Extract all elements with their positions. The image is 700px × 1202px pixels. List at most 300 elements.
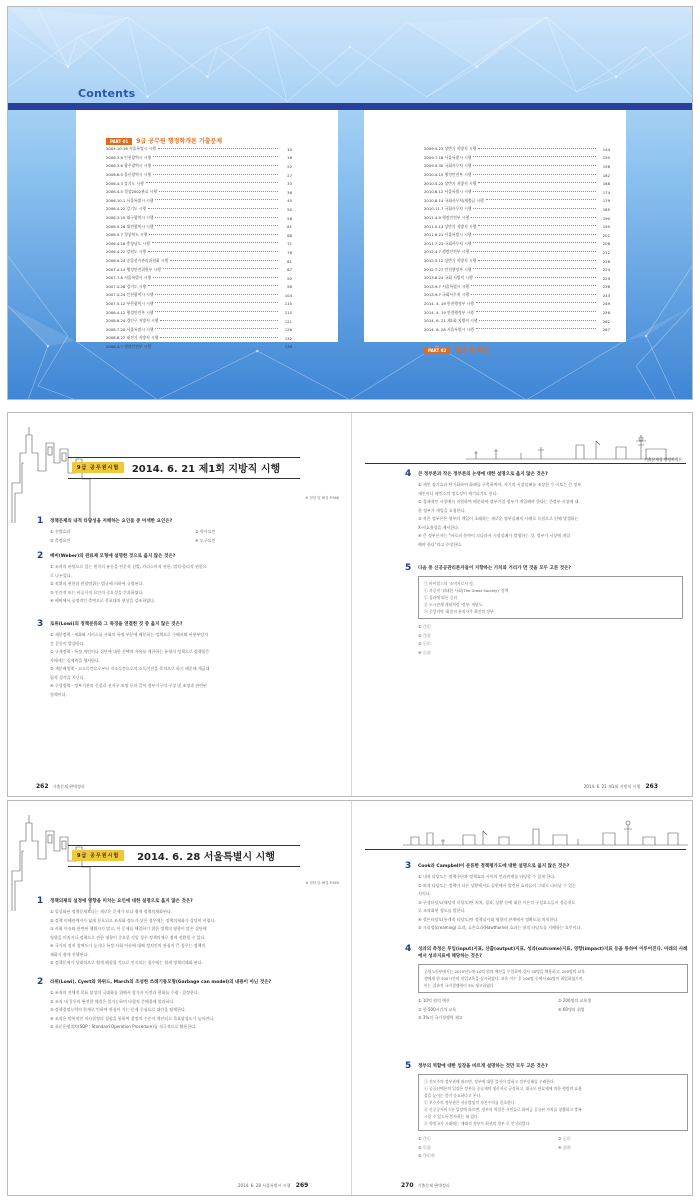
toc-entry[interactable] [106, 283, 292, 292]
answer-option[interactable]: ① 케인 장기효과 단기화하여 화폐를 구축하여야, 자기의 시장실패를 조장한 수 이보는 큰 정부 [418, 482, 582, 487]
toc-entry-label: 2013.8.24 국회 지방직 시행 [424, 275, 473, 281]
exam-spread-0628 [7, 800, 693, 1196]
answer-option[interactable]: 간 갈등이 발생한다. [50, 640, 85, 646]
toc-entry-label: 2008.4.12 행정안전부 시행 [106, 309, 154, 315]
toc-leader-dots [148, 285, 278, 286]
toc-entry-label: 2010.6.12 서울특별시 시행 [424, 189, 472, 195]
part2-tag: PART 02 [424, 347, 450, 354]
toc-entry[interactable] [424, 308, 610, 317]
toc-entry-label: 2007.7.8 서울특별시 시행 [106, 275, 151, 281]
toc-entry[interactable] [424, 171, 610, 180]
toc-leader-dots [153, 345, 278, 346]
page-number: 262 [36, 783, 49, 790]
toc-leader-dots [153, 165, 278, 166]
toc-entry[interactable] [106, 274, 292, 283]
toc-leader-dots [473, 234, 596, 235]
contents-heading: Contents [78, 87, 136, 100]
page-gutter [351, 413, 352, 796]
toc-entry[interactable] [424, 214, 610, 223]
answer-options [50, 528, 330, 545]
answer-option[interactable]: ② 직위의 권한과 관할범위는 법규에 의하여 규정된다. [50, 581, 144, 586]
passage-line: ㉡ 자공적 '위대한 사회(The Great Society)' 정책 [424, 588, 509, 593]
toc-entry-label: 2011.6.21 서울특별시 시행 [424, 232, 472, 238]
answer-option[interactable]: ⑤ 정책문제가 상대적으로 쉽게 해결될 것으로 인식되는 경우에는 쉽게 정책의제화 된다. [50, 960, 203, 965]
toc-entry-label: 2006.3.10 대구광역시 시행 [106, 215, 154, 221]
toc-entry[interactable] [106, 231, 292, 240]
footer-left [36, 783, 85, 790]
answer-option[interactable]: 로 나누었다. [50, 572, 72, 578]
answer-option[interactable]: ⑤ 크리밍(creaming) 효과, 호손효과(Hawthorne) 효과는 내적 타당도를 저해하는 요인이다. [418, 925, 582, 930]
toc-entry-label: 2007.4.24 인천광역시 시행 [106, 292, 154, 298]
exam-title-bar [68, 845, 300, 867]
question-passage-box [418, 576, 683, 619]
toc-entry-label: 2006.4.5 경상2002관료 시행 [106, 189, 157, 195]
answer-options [50, 908, 338, 968]
passage-line: ㉡ 공공선택론의 입장은 정부를 공공재의 생산자로 규정하고, 대규모 관료제에 의한 행정의 효율 [424, 1086, 582, 1091]
toc-entry[interactable] [106, 257, 292, 266]
toc-entry-page: 206 [602, 241, 610, 247]
toc-entry[interactable] [424, 179, 610, 188]
answer-option[interactable]: ① 조직의 전체적 목표 달성의 극대화를 위해서 참가자 이견과 편화를 수렴 · 결정한다. [50, 990, 199, 995]
passage-line: 성을 높이는 것이 중요하다고 본다. [424, 1093, 482, 1098]
toc-entry-page: 16 [287, 155, 292, 161]
toc-entry-label: 2008.4.7 행정안전부 시행 [106, 343, 151, 349]
toc-entry-page: 144 [602, 146, 610, 152]
toc-entry[interactable] [424, 291, 610, 300]
page-gutter [351, 801, 352, 1195]
toc-entry[interactable] [424, 205, 610, 214]
toc-leader-dots [155, 302, 278, 303]
toc-leader-dots [478, 225, 596, 226]
toc-entry-page: 104 [284, 292, 292, 298]
answer-option[interactable]: ③ ㉡㉢ [418, 641, 431, 646]
toc-leader-dots [153, 156, 278, 157]
toc-entry[interactable] [106, 205, 292, 214]
page-number: 270 [401, 1182, 414, 1189]
toc-leader-dots [160, 320, 278, 321]
question-2 [37, 551, 335, 606]
toc-entry-label: 2006.3.6 광주광역시 시행 [106, 163, 151, 169]
toc-leader-dots [473, 156, 596, 157]
toc-leader-dots [155, 294, 278, 295]
page-number: 263 [645, 783, 658, 790]
toc-entry[interactable] [424, 325, 610, 334]
answer-option[interactable]: ① 재분정책 - 재화와 서비스를 사회의 특정 부분에 배분하는 정책으로 수혜자와 비용부담자 [50, 632, 209, 637]
toc-entry-label: 2006.10.1 서울특별시 시행 [106, 197, 154, 203]
answer-option[interactable]: ② 경제적인 시장에서 지원하여 배분하여 정부기업 정부가 개입해야 한다는 큰정부 시장에 대 [418, 499, 579, 504]
toc-entry-page: 229 [602, 275, 610, 281]
series-badge: 9급 공무원시험 [72, 850, 124, 861]
question-passage-box [418, 1074, 688, 1131]
toc-leader-dots [478, 148, 596, 149]
answer-options [50, 989, 338, 1032]
answer-option[interactable]: ④ 도구요인 [195, 537, 216, 543]
toc-leader-dots [473, 268, 596, 269]
answer-option[interactable]: X-비효율성을 제시한다. [418, 524, 460, 530]
part2-title: 정답 및 해설 [454, 347, 488, 354]
toc-entry[interactable] [424, 248, 610, 257]
question-1 [37, 896, 338, 968]
toc-leader-dots [155, 225, 278, 226]
question-number: 5 [405, 1061, 412, 1071]
toc-leader-dots [471, 285, 596, 286]
passage-line: ㉠ 바이럴스의 '소비자로서 정, [424, 581, 475, 586]
answer-options [418, 997, 688, 1023]
toc-leader-dots [471, 251, 596, 252]
answer-note: ※ 정답 및 해설 P.368 [305, 496, 339, 500]
toc-entry-page: 218 [602, 258, 610, 264]
question-2 [37, 977, 338, 1032]
toc-leader-dots [475, 277, 596, 278]
toc-leader-dots [473, 208, 596, 209]
toc-entry-label: 2010.11.7 국회사무처 시행 [424, 206, 472, 212]
question-stem: 성과의 측정은 투입(input)지표, 산출(output)지표, 성과(outcome)지표, 영향(impact)지표 등을 통하여 이루어진다. 아래의 사례에서 성과지표에 해당하는 것은? [418, 947, 688, 959]
toc-entry[interactable] [424, 240, 610, 249]
answer-option[interactable]: ⑤ ㉠㉢㉤ [418, 1153, 435, 1158]
answer-option[interactable]: ③ ㉢㉣ [418, 1144, 431, 1150]
toc-leader-dots [476, 328, 596, 329]
right-header-rule [365, 849, 686, 850]
answer-option[interactable]: 자에게는 강제력을 행사한다. [50, 657, 101, 663]
answer-option[interactable]: ① 선발효과 [50, 529, 71, 534]
toc-entry[interactable] [106, 265, 292, 274]
answer-option[interactable]: ③ 작은 정부론은 정부의 개입이 초래하는 새로운 정부실패의 사례로 독점으로 인해 발생하는 [418, 516, 579, 521]
toc-leader-dots [152, 242, 278, 243]
toc-entry[interactable] [424, 145, 610, 154]
toc-entry[interactable] [106, 248, 292, 257]
question-number: 3 [37, 619, 44, 629]
answer-option[interactable]: ③ 구성타당도(해당적 타당도)란 처치, 결과, 상황 등에 대한 이론적 구성요소들이 성공적으 [418, 899, 576, 905]
right-header-rule [365, 463, 686, 464]
answer-option[interactable]: 세인이나 케인스의 정호성이 제기되기도 한다. [418, 490, 498, 496]
answer-option[interactable]: 정책이다. [50, 691, 67, 697]
toc-entry[interactable] [106, 240, 292, 249]
toc-entry-label: 2007.4.14 행정안전위원부 시행 [106, 266, 161, 272]
toc-entry-page: 87 [287, 267, 292, 273]
toc-entry[interactable] [106, 188, 292, 197]
footer-text: 2014. 6. 28 서울특별시 시행 [238, 1183, 291, 1188]
answer-option[interactable]: ④ 국가의 정치 참여도가 높거나 특정 사회 이슈에 대해 정치인의 관심이 큰 경우는 정책의 [50, 943, 206, 948]
question-4 [405, 944, 688, 1023]
toc-entry-page: 132 [284, 335, 292, 341]
page-number: 269 [295, 1182, 309, 1189]
question-stem: 라위(Lowi), Cyert와 하위드, March의 조성한 쓰레기통모형(Garbage can model)의 내용이 아닌 것은? [50, 980, 272, 985]
toc-entry[interactable] [424, 300, 610, 309]
toc-leader-dots [158, 148, 278, 149]
toc-entry-page: 156 [602, 163, 610, 169]
toc-entry[interactable] [424, 154, 610, 163]
toc-entry-page: 33 [287, 181, 292, 187]
toc-entry-page: 236 [602, 284, 610, 290]
footer-right [584, 783, 662, 790]
toc-entry[interactable] [424, 274, 610, 283]
question-number: 1 [37, 516, 44, 526]
answer-option[interactable]: ② 200명의 교육생 [558, 998, 592, 1003]
toc-entry-label: 2006.5.7 경상북도 시행 [106, 232, 148, 238]
answer-option[interactable]: ④ 구성정책 - 정부기관의 신설과 선거구 조정 등과 같이 정부기구의 구성 및 조정과 관련된 [50, 683, 207, 688]
footer-text: 기출문제 완벽정리 [52, 784, 85, 789]
toc-entry[interactable] [424, 188, 610, 197]
toc-entry[interactable] [424, 257, 610, 266]
toc-entry-page: 256 [602, 310, 610, 316]
toc-entry-label: 2014. 4. 19 안전행정부 시행 [424, 309, 474, 315]
exam-title: 2014. 6. 21 제1회 지방직 시행 [131, 464, 281, 475]
toc-entry-page: 115 [284, 310, 292, 316]
toc-entry-page: 27 [287, 172, 292, 178]
toc-entry-label: 2010.5.22 상반기 지방직 시행 [424, 180, 477, 186]
passage-line: 이는 결과적 국가경쟁력이 3% 제고하였다. [424, 983, 495, 988]
answer-option[interactable]: 로 조작화된 정도를 말한다. [418, 908, 466, 913]
toc-leader-dots [149, 234, 278, 235]
answer-options [418, 623, 683, 657]
toc-entry-label: 2006.4.22 강원도 시행 [106, 249, 147, 255]
question-stem: Cook과 Campbell이 분류한 정책평가도에 대한 설명으로 옳지 않은 것은? [418, 864, 570, 869]
toc-leader-dots [153, 174, 278, 175]
toc-leader-dots [153, 277, 278, 278]
toc-entry-page: 195 [602, 224, 610, 230]
question-number: 4 [405, 944, 412, 954]
toc-leader-dots [155, 217, 278, 218]
toc-entry-page: 56 [287, 215, 292, 221]
answer-option[interactable]: 제화가 쉽게 진행된다. [50, 951, 89, 957]
answer-option[interactable]: 해야 한다"라고 주장한다. [418, 541, 463, 547]
toc-leader-dots [163, 268, 278, 269]
toc-entry-page: 174 [602, 189, 610, 195]
toc-entry-page: 121 [284, 318, 292, 324]
toc-entry-page: 139 [284, 344, 292, 350]
running-header: 기출문제집 행정학개론 [644, 457, 682, 462]
toc-entry[interactable] [106, 317, 292, 326]
toc-entry-label: 2006.4.16 충청남도 시행 [106, 240, 150, 246]
toc-leader-dots [473, 191, 596, 192]
toc-entry-page: 81 [287, 258, 292, 264]
answer-option[interactable]: ③ 사회 이슈와 관련된 행위자가 많고, 이 문제를 해결하기 위한 정책의 영향이 많은 집단에 [50, 926, 207, 931]
toc-entry-label: 2014. 4. 19 안전행정부 시행 [424, 300, 474, 306]
answer-option[interactable]: ④ 결론타당도(통계적 타당도)란 정책실시와 영향의 관계에서 정확도를 의미한다. [418, 916, 559, 922]
question-stem: 정책문제의 내적 타당성을 저해하는 요인들 중 어색한 요인은? [50, 519, 173, 524]
toc-entry[interactable] [106, 145, 292, 154]
answer-option[interactable]: ③ 한 500시간의 교육 [418, 1006, 457, 1012]
answer-option[interactable]: ② 규제정책 - 특정 개인이나 집단에 대한 선택의 자유를 제한하는 유형의 정책으로 정책불응 [50, 649, 210, 654]
toc-left-list [106, 145, 292, 351]
toc-leader-dots [473, 242, 596, 243]
toc-entry-label: 2006.4.22 강기도 시행 [106, 206, 147, 212]
toc-entry-label: 2007.5.12 부산광역시 시행 [106, 300, 154, 306]
answer-option[interactable]: ④ 큰 정부론자는 "바로퍼 분야이 크다라서 시장실패가 발생하는 것, 정부가 시장에 개입 [418, 533, 571, 538]
exam-title-bar [68, 457, 300, 479]
toc-entry-page: 224 [602, 267, 610, 273]
toc-entry-label: 2014. 6. 28 서울특별시 시행 [424, 326, 474, 332]
toc-entry[interactable] [106, 334, 292, 343]
toc-entry-label: 2006.4.3 강기도 시행 [106, 180, 144, 186]
answer-option[interactable]: ④ 베버에서 공정적인 측면으로 목표대치 현상을 강조하였다. [50, 598, 156, 603]
answer-option[interactable]: ② ㉡㉢ [558, 1136, 571, 1141]
part1-title: 9급 공무원 행정학개론 기출문제 [136, 138, 223, 145]
answer-option[interactable]: ① 10억 원의 예산 [418, 998, 450, 1003]
answer-option[interactable]: ③ 재분배정책 - 고소득층으로부터 저소득층으로의 소득이전을 목적으로 하기 때문에 계급대 [50, 666, 210, 671]
passage-line: ㉢ 보수주의 정부관은 자유방임적 자본주의를 옹호한다. [424, 1100, 516, 1105]
answer-option[interactable]: ④ 조직은 반복적인 의사결정의 경험을 통하여 결정의 수준이 개선되고 목표달성도가 높아진다. [50, 1015, 215, 1021]
answer-option[interactable]: ② 정책 이해관계자가 넓게 분포되고 조직화 정도가 낮은 경우에는 정책의제화가 상당히 어렵다. [50, 917, 216, 923]
toc-entry[interactable] [106, 308, 292, 317]
passage-line: ㉠ 진보주의 정부관에 따르면, 정부에 대한 불신이 강하고 정부실패를 우려한다. [424, 1079, 555, 1084]
toc-entry[interactable] [424, 265, 610, 274]
answer-option[interactable]: ③ 측정요인 [50, 537, 71, 543]
toc-entry[interactable] [106, 343, 292, 352]
answer-option[interactable]: ① 일상화된 정책문제보다는 새로운 문제가 보다 쉽게 정책의제화된다. [50, 909, 172, 914]
toc-entry-page: 201 [602, 232, 610, 238]
toc-entry-label: 2011.5.14 상반기 지방직 시행 [424, 223, 477, 229]
answer-note: ※ 정답 및 해설 P.369 [305, 881, 339, 885]
question-number: 3 [405, 861, 412, 871]
answer-option[interactable]: ③ 인간적 또는 비공식적 요인의 중요성을 간과하였다. [50, 589, 144, 595]
toc-leader-dots [160, 337, 278, 338]
toc-entry-label: 2012.7.27 안전행정부 시행 [424, 266, 472, 272]
toc-entry-label: 2006.6.5 울산광역시 시행 [106, 172, 151, 178]
toc-leader-dots [476, 311, 596, 312]
toc-entry-page: 249 [602, 301, 610, 307]
toc-entry-label: 2008.6.24 경인구 지방직 시행 [106, 318, 159, 324]
toc-entry-label: 2014. 6. 21 제1회 지방직 시행 [424, 318, 478, 324]
toc-leader-dots [148, 208, 278, 209]
toc-entry[interactable] [106, 197, 292, 206]
toc-entry[interactable] [106, 291, 292, 300]
toc-entry-page: 185 [602, 206, 610, 212]
toc-leader-dots [155, 199, 278, 200]
toc-entry-page: 36 [287, 189, 292, 195]
question-stem: 정부의 역할에 대한 입장을 바르게 설명하는 것만 모두 고른 것은? [418, 1064, 548, 1069]
question-passage-box [418, 964, 688, 993]
answer-option[interactable]: ① 조직의 바탕으로 있는 원칙의 유동을 전문적 선발, 카리스마적 권한, 법적·합리적 권한으 [50, 564, 207, 569]
question-number: 5 [405, 563, 412, 573]
question-3 [37, 619, 335, 699]
toc-entry-label: 2009.7.18 서울특별시 시행 [424, 154, 472, 160]
toc-entry-page: 66 [287, 232, 292, 238]
toc-entry[interactable] [424, 197, 610, 206]
passage-line: 굿윌노동부에서는 2015년도에 10억 원의 예산을 투입하여 강사 30명을 채용하고, 200명의 교육 [424, 969, 585, 974]
toc-leader-dots [486, 199, 596, 200]
toc-entry-page: 243 [602, 292, 610, 298]
toc-entry[interactable] [106, 325, 292, 334]
part1-heading [106, 136, 222, 145]
answer-option[interactable]: 립적 성격을 지닌다. [50, 674, 85, 680]
passage-line: ㉤ 행정국가 시대에는 재래적 정부가 최선의 정부 로 인식되었다. [424, 1121, 531, 1126]
question-number: 4 [405, 469, 412, 479]
toc-entry[interactable] [106, 179, 292, 188]
question-1 [37, 516, 330, 545]
toc-entry[interactable] [424, 317, 610, 326]
toc-entry[interactable] [106, 162, 292, 171]
toc-entry[interactable] [106, 222, 292, 231]
passage-line: ㉢ 성과에 따른 증리 [424, 595, 458, 600]
answer-option[interactable]: ② 역사요인 [195, 529, 216, 534]
toc-leader-dots [471, 294, 596, 295]
toc-entry-page: 168 [602, 181, 610, 187]
toc-entry[interactable] [106, 214, 292, 223]
toc-entry[interactable] [424, 162, 610, 171]
part1-tag: PART 01 [106, 138, 132, 145]
toc-entry-label: 2007.4.28 경기도 시행 [106, 283, 147, 289]
answer-option[interactable]: 한 정부가 개입을 요청한다. [418, 507, 466, 513]
toc-entry[interactable] [106, 171, 292, 180]
answer-options [418, 873, 688, 933]
toc-entry-label: 2008.8.27 대전기 지방직 시행 [106, 335, 159, 341]
toc-leader-dots [478, 260, 596, 261]
toc-leader-dots [471, 217, 596, 218]
answer-option[interactable]: ⑤ 3%의 국가경쟁력 제고 [418, 1015, 463, 1020]
answer-option[interactable]: ④ 60명의 취업 [558, 1006, 585, 1012]
toc-entry-label: 2013.9.7 국회사무처 시행 [424, 292, 469, 298]
answer-option[interactable]: ③ 정책결정능력의 한계로 인하여 관심이 가는 문제 중심으로 대안을 탐색한다. [50, 1007, 187, 1012]
toc-leader-dots [155, 311, 278, 312]
toc-entry-page: 45 [287, 198, 292, 204]
part2-heading [424, 345, 487, 354]
answer-option[interactable]: 영향을 미치거나 정책으로 인한 영향이 중요한 것일 경우 정책의제로 쉽게 전환될 수 있다. [50, 934, 206, 940]
toc-entry-page: 76 [287, 249, 292, 255]
footer-text: 2014. 6. 21 제1회 지방직 시행 [583, 784, 641, 789]
passage-line: ㉣ 도시관계 개념처럼 '정부' 개념도. [424, 602, 484, 607]
toc-entry[interactable] [106, 154, 292, 163]
answer-option[interactable]: ④ ㉡㉣ [418, 649, 431, 655]
toc-entry-page: 262 [602, 318, 610, 324]
toc-leader-dots [478, 182, 596, 183]
toc-entry-label: 2006.3.6 인천광역시 시행 [106, 154, 151, 160]
answer-option[interactable]: ② 조직 내 갈등의 완전한 해결은 불가능하며 타협적 준해결에 불과하다. [50, 998, 175, 1004]
toc-entry-page: 22 [287, 163, 292, 169]
toc-entry-label: 2011.4.9 행정안전부 시행 [424, 215, 469, 221]
passage-line: 시킬 수 있도록 봉사하는 데 있다. [424, 1114, 479, 1119]
toc-entry-label: 2009.5.23 상반기 지방직 시행 [424, 146, 477, 152]
footer-right [401, 1182, 450, 1189]
toc-entry-page: 110 [284, 301, 292, 307]
toc-entry[interactable] [424, 222, 610, 231]
toc-entry-page: 92 [287, 275, 292, 281]
toc-entry[interactable] [424, 231, 610, 240]
toc-entry-label: 2013.9.7 서울특별시 시행 [424, 283, 469, 289]
toc-entry-page: 190 [602, 215, 610, 221]
toc-entry[interactable] [424, 283, 610, 292]
answer-option[interactable]: 지이다. [418, 891, 431, 896]
toc-leader-dots [476, 302, 596, 303]
answer-option[interactable]: ⑤ 표준운영절차(SOP : Standard Operation Procedure)를 적극적으로 활용한다. [50, 1024, 197, 1029]
answer-option[interactable]: ② 외적 타당도는 정책이 다른 상황에서도 실현에서 발견된 효과들이 그대로 나타날 수 있는 [418, 882, 576, 888]
passage-line: ㉤ 중앙지역 '최종의 통치자가 최선의 정부' [424, 609, 495, 614]
toc-entry-label: 2010.4.10 행정안전부 시행 [424, 172, 472, 178]
answer-option[interactable]: ① 내적 타당도는 정책수단과 정책효과 사이의 인과관계를 타당할 수 있게 한다. [418, 874, 556, 879]
toc-leader-dots [148, 251, 278, 252]
question-stem: 정책의제의 설정에 영향을 미치는 요인에 대한 설명으로 옳지 않은 것은? [50, 899, 193, 904]
footer-text: 기출문제 완벽정리 [417, 1183, 450, 1188]
answer-option[interactable]: ④ ㉣㉤ [558, 1144, 571, 1150]
passage-line: 생에게 한 500시간의 직업교육을 실시하였다. 교육 이수 후 100명 중에서 60명이 취업하였으며, [424, 976, 584, 981]
toc-leader-dots [479, 320, 596, 321]
answer-option[interactable]: ① ㉠㉡ [418, 1136, 431, 1141]
footer-left [238, 1182, 312, 1189]
toc-entry[interactable] [106, 300, 292, 309]
answer-option[interactable]: ① ㉠㉢ [418, 624, 431, 629]
toc-entry-page: 61 [287, 224, 292, 230]
question-stem: 로위(Lowi)의 정책분류와 그 특징을 연결한 것 중 옳지 않은 것은? [50, 622, 183, 627]
toc-leader-dots [146, 182, 278, 183]
toc-entry-page: 150 [602, 155, 610, 161]
contents-spread [7, 6, 693, 400]
question-number: 2 [37, 977, 44, 987]
toc-right-list [424, 145, 610, 334]
question-stem: 베버(Weber)의 관료제 모형에 설명한 것으로 옳지 않은 것은? [50, 554, 176, 559]
toc-leader-dots [159, 191, 278, 192]
toc-entry-label: 2006.5.26 대전광역시 시행 [106, 223, 154, 229]
answer-option[interactable]: ② ㉠㉣ [418, 632, 431, 638]
